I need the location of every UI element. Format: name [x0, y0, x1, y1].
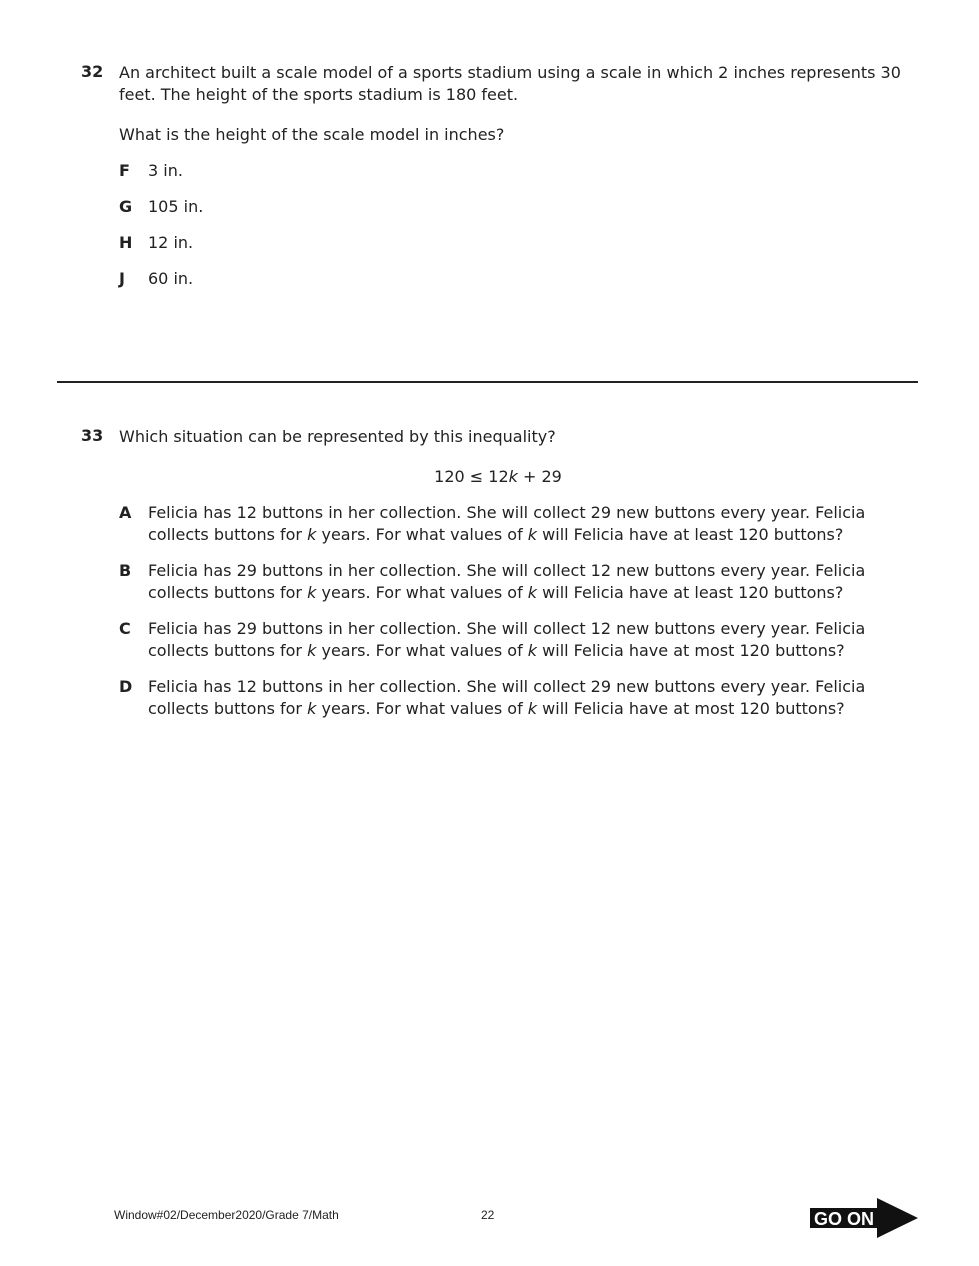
inequality-symbol: ≤: [469, 467, 484, 486]
answer-choice-a[interactable]: [119, 502, 901, 546]
choice-letter: A: [119, 503, 132, 522]
choice-text: Felicia has 12 buttons in her collection. She will collect 29 new buttons every year. Felicia collects buttons for k years. For what values of k will Felicia have at most 120 buttons?: [148, 677, 866, 718]
answer-choice-b[interactable]: [119, 560, 901, 604]
choice-text: Felicia has 29 buttons in her collection. She will collect 12 new buttons every year. Felicia collects buttons for k years. For what values of k will Felicia have at least 120 buttons?: [148, 561, 866, 602]
choice-text: 105 in.: [148, 197, 204, 216]
choice-text: Felicia has 12 buttons in her collection. She will collect 29 new buttons every year. Felicia collects buttons for k years. For what values of k will Felicia have at least 120 buttons?: [148, 503, 866, 544]
go-on-arrow-icon: [810, 1198, 920, 1238]
answer-choices: [119, 160, 901, 290]
question-number: 32: [81, 62, 104, 81]
answer-choice-d[interactable]: [119, 676, 901, 720]
choice-text: 3 in.: [148, 161, 183, 180]
inequality-constant: + 29: [523, 467, 562, 486]
choice-text: 60 in.: [148, 269, 194, 288]
answer-choice-c[interactable]: [119, 618, 901, 662]
question-text: An architect built a scale model of a sports stadium using a scale in which 2 inches represents 30 feet. The height of the sports stadium is 180 feet.: [119, 63, 901, 104]
go-on-label: GO ON: [814, 1209, 875, 1229]
answer-choice-g[interactable]: [119, 196, 901, 218]
choice-text: Felicia has 29 buttons in her collection. She will collect 12 new buttons every year. Felicia collects buttons for k years. For what values of k will Felicia have at most 120 buttons?: [148, 619, 866, 660]
page-number: 22: [481, 1208, 495, 1222]
question-prompt: What is the height of the scale model in inches?: [119, 125, 505, 144]
answer-choice-h[interactable]: [119, 232, 901, 254]
inequality-coefficient: 12: [488, 467, 509, 486]
footer-source: Window#02/December2020/Grade 7/Math: [114, 1208, 339, 1222]
choice-letter: D: [119, 677, 133, 696]
choice-letter: G: [119, 197, 133, 216]
choice-letter: B: [119, 561, 132, 580]
choice-letter: C: [119, 619, 131, 638]
choice-text: 12 in.: [148, 233, 194, 252]
inequality-variable: k: [508, 467, 518, 486]
answer-choices: [119, 502, 901, 720]
question-number: 33: [81, 426, 104, 445]
inequality-expression: [81, 466, 901, 488]
answer-choice-j[interactable]: [119, 268, 901, 290]
section-divider: [57, 381, 918, 383]
choice-letter: J: [119, 269, 125, 288]
question-33: [81, 426, 901, 720]
answer-choice-f[interactable]: [119, 160, 901, 182]
question-text: Which situation can be represented by this inequality?: [119, 427, 556, 446]
choice-letter: H: [119, 233, 133, 252]
inequality-left: 120: [434, 467, 465, 486]
choice-letter: F: [119, 161, 130, 180]
question-32: [81, 62, 901, 290]
